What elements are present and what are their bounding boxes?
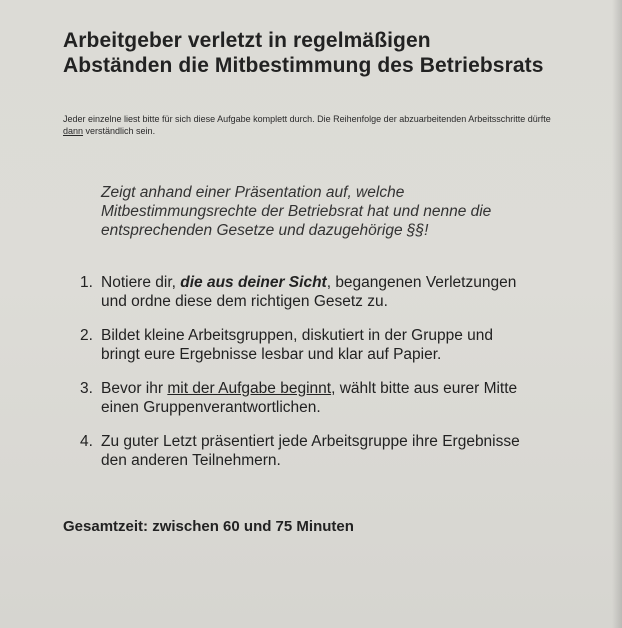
step-number: 1. (80, 274, 93, 291)
intro-underlined-word: dann (63, 126, 84, 136)
total-time: Gesamtzeit: zwischen 60 und 75 Minuten (63, 518, 354, 535)
page-title-line-1: Arbeitgeber verletzt in regelmäßigen (63, 29, 431, 52)
step-line-1 (101, 273, 564, 292)
page-edge-shadow (612, 0, 622, 628)
step-emphasis: die aus deiner Sicht (180, 274, 327, 291)
step-line-1 (101, 379, 564, 398)
step-2 (64, 326, 564, 364)
page-title-line-2: Abständen die Mitbestimmung des Betriebsrats (63, 54, 544, 77)
step-list (64, 273, 564, 485)
step-line-1: Zu guter Letzt präsentiert jede Arbeitsgruppe ihre Ergebnisse (101, 433, 520, 450)
step-line-2: einen Gruppenverantwortlichen. (101, 399, 321, 416)
task-line-1: Zeigt anhand einer Präsentation auf, welche (101, 184, 405, 201)
instruction-intro (63, 113, 563, 137)
task-line-3: entsprechenden Gesetze und dazugehörige §§! (101, 222, 429, 239)
step-underlined-text: mit der Aufgabe beginnt (167, 380, 332, 397)
step-number: 2. (80, 327, 93, 344)
intro-text-2: verständlich sein. (83, 126, 156, 136)
page-title (63, 28, 544, 78)
step-text: , wählt bitte aus eurer Mitte (331, 380, 518, 397)
step-text: , begangenen Verletzungen (326, 274, 517, 291)
step-line-1: Bildet kleine Arbeitsgruppen, diskutiert in der Gruppe und (101, 327, 494, 344)
step-4 (64, 432, 564, 470)
step-3 (64, 379, 564, 417)
step-line-2: bringt eure Ergebnisse lesbar und klar auf Papier. (101, 346, 442, 363)
step-line-2: den anderen Teilnehmern. (101, 452, 281, 469)
step-number: 4. (80, 433, 93, 450)
step-1 (64, 273, 564, 311)
step-text: Bevor ihr (101, 380, 168, 397)
task-line-2: Mitbestimmungsrechte der Betriebsrat hat und nenne die (101, 203, 492, 220)
step-line-2: und ordne diese dem richtigen Gesetz zu. (101, 293, 388, 310)
step-text: Notiere dir, (101, 274, 181, 291)
task-statement (101, 183, 561, 240)
intro-text-1: Jeder einzelne liest bitte für sich diese Aufgabe komplett durch. Die Reihenfolge der abzuarbeitenden Arbeitsschritte dürfte (63, 114, 551, 124)
step-number: 3. (80, 380, 93, 397)
